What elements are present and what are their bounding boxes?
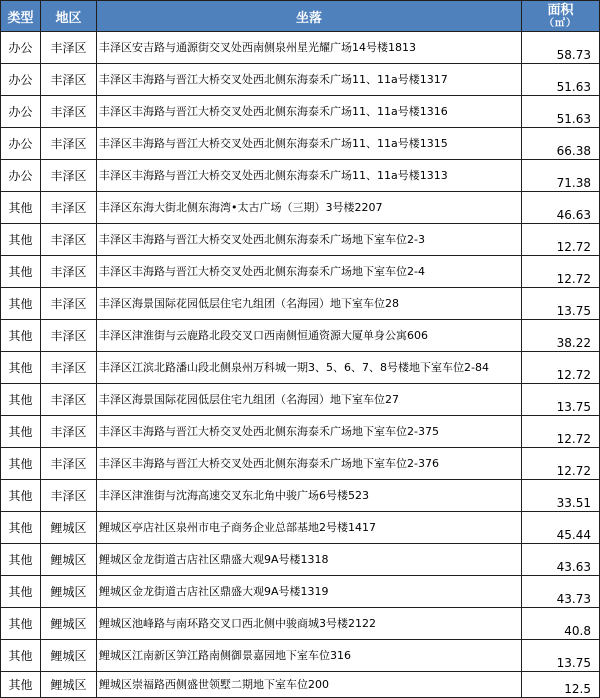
cell-district: 鲤城区: [41, 512, 97, 544]
cell-location: 鲤城区江南新区笋江路南侧御景嘉园地下室车位316: [97, 640, 522, 672]
table-row: [1, 672, 600, 698]
table-body: [1, 32, 600, 698]
cell-area: 51.63: [522, 96, 600, 128]
cell-type: 其他: [1, 544, 41, 576]
cell-district: 丰泽区: [41, 320, 97, 352]
cell-location: 丰泽区丰海路与晋江大桥交叉处西北侧东海泰禾广场地下室车位2-3: [97, 224, 522, 256]
cell-location: 丰泽区丰海路与晋江大桥交叉处西北侧东海泰禾广场地下室车位2-375: [97, 416, 522, 448]
table-row: [1, 608, 600, 640]
table-row: [1, 320, 600, 352]
cell-district: 丰泽区: [41, 352, 97, 384]
cell-type: 其他: [1, 192, 41, 224]
cell-area: 13.75: [522, 384, 600, 416]
cell-district: 丰泽区: [41, 32, 97, 64]
cell-area: 12.5: [522, 672, 600, 698]
cell-area: 13.75: [522, 640, 600, 672]
cell-location: 丰泽区海景国际花园低层住宅九组团（名海园）地下室车位27: [97, 384, 522, 416]
cell-area: 33.51: [522, 480, 600, 512]
cell-district: 丰泽区: [41, 448, 97, 480]
table-row: [1, 128, 600, 160]
cell-area: 58.73: [522, 32, 600, 64]
cell-area: 13.75: [522, 288, 600, 320]
cell-district: 丰泽区: [41, 224, 97, 256]
cell-district: 丰泽区: [41, 384, 97, 416]
cell-area: 45.44: [522, 512, 600, 544]
table-row: [1, 192, 600, 224]
cell-type: 其他: [1, 640, 41, 672]
cell-type: 其他: [1, 608, 41, 640]
cell-district: 鲤城区: [41, 576, 97, 608]
table-row: [1, 96, 600, 128]
cell-district: 鲤城区: [41, 640, 97, 672]
header-area-label: 面积: [547, 3, 574, 18]
table-row: [1, 32, 600, 64]
cell-area: 40.8: [522, 608, 600, 640]
table-row: [1, 480, 600, 512]
table-row: [1, 416, 600, 448]
cell-location: 丰泽区丰海路与晋江大桥交叉处西北侧东海泰禾广场11、11a号楼1317: [97, 64, 522, 96]
table-row: [1, 544, 600, 576]
cell-area: 46.63: [522, 192, 600, 224]
table-row: [1, 512, 600, 544]
cell-type: 其他: [1, 672, 41, 698]
cell-district: 鲤城区: [41, 608, 97, 640]
table-row: [1, 384, 600, 416]
cell-location: 丰泽区丰海路与晋江大桥交叉处西北侧东海泰禾广场11、11a号楼1316: [97, 96, 522, 128]
table-row: [1, 352, 600, 384]
header-location: 坐落: [97, 1, 522, 32]
cell-district: 丰泽区: [41, 128, 97, 160]
table-row: [1, 256, 600, 288]
cell-location: 丰泽区丰海路与晋江大桥交叉处西北侧东海泰禾广场11、11a号楼1313: [97, 160, 522, 192]
cell-type: 办公: [1, 160, 41, 192]
cell-area: 12.72: [522, 448, 600, 480]
cell-type: 办公: [1, 32, 41, 64]
cell-district: 丰泽区: [41, 480, 97, 512]
cell-area: 43.73: [522, 576, 600, 608]
table-row: [1, 288, 600, 320]
cell-location: 丰泽区丰海路与晋江大桥交叉处西北侧东海泰禾广场11、11a号楼1315: [97, 128, 522, 160]
cell-type: 其他: [1, 576, 41, 608]
table-row: [1, 224, 600, 256]
cell-location: 鲤城区金龙街道古店社区鼎盛大观9A号楼1319: [97, 576, 522, 608]
cell-district: 丰泽区: [41, 160, 97, 192]
cell-type: 其他: [1, 384, 41, 416]
cell-location: 丰泽区东海大街北侧东海湾•太古广场（三期）3号楼2207: [97, 192, 522, 224]
cell-type: 办公: [1, 128, 41, 160]
cell-location: 鲤城区亭店社区泉州市电子商务企业总部基地2号楼1417: [97, 512, 522, 544]
cell-district: 鲤城区: [41, 672, 97, 698]
header-district: 地区: [41, 1, 97, 32]
cell-location: 丰泽区丰海路与晋江大桥交叉处西北侧东海泰禾广场地下室车位2-4: [97, 256, 522, 288]
cell-district: 丰泽区: [41, 192, 97, 224]
cell-location: 丰泽区津淮街与沈海高速交叉东北角中骏广场6号楼523: [97, 480, 522, 512]
cell-type: 其他: [1, 448, 41, 480]
cell-district: 鲤城区: [41, 544, 97, 576]
cell-area: 71.38: [522, 160, 600, 192]
cell-area: 12.72: [522, 224, 600, 256]
cell-area: 38.22: [522, 320, 600, 352]
cell-area: 12.72: [522, 416, 600, 448]
cell-location: 丰泽区津淮街与云鹿路北段交叉口西南侧恒通资源大厦单身公寓606: [97, 320, 522, 352]
cell-district: 丰泽区: [41, 64, 97, 96]
cell-location: 鲤城区金龙街道古店社区鼎盛大观9A号楼1318: [97, 544, 522, 576]
header-type: 类型: [1, 1, 41, 32]
cell-type: 其他: [1, 352, 41, 384]
cell-type: 其他: [1, 512, 41, 544]
cell-district: 丰泽区: [41, 256, 97, 288]
cell-district: 丰泽区: [41, 288, 97, 320]
cell-area: 12.72: [522, 352, 600, 384]
cell-type: 其他: [1, 480, 41, 512]
table-row: [1, 448, 600, 480]
header-area: [522, 1, 600, 32]
cell-district: 丰泽区: [41, 416, 97, 448]
cell-district: 丰泽区: [41, 96, 97, 128]
cell-location: 丰泽区海景国际花园低层住宅九组团（名海园）地下室车位28: [97, 288, 522, 320]
cell-location: 鲤城区池峰路与南环路交叉口西北侧中骏商城3号楼2122: [97, 608, 522, 640]
cell-area: 51.63: [522, 64, 600, 96]
header-row: [1, 1, 600, 32]
table-row: [1, 576, 600, 608]
table-row: [1, 160, 600, 192]
table-row: [1, 64, 600, 96]
cell-type: 其他: [1, 224, 41, 256]
table-row: [1, 640, 600, 672]
cell-location: 丰泽区安吉路与通源街交叉处西南侧泉州星光耀广场14号楼1813: [97, 32, 522, 64]
cell-area: 12.72: [522, 256, 600, 288]
cell-type: 办公: [1, 96, 41, 128]
cell-type: 其他: [1, 288, 41, 320]
cell-type: 其他: [1, 416, 41, 448]
cell-location: 丰泽区丰海路与晋江大桥交叉处西北侧东海泰禾广场地下室车位2-376: [97, 448, 522, 480]
cell-type: 办公: [1, 64, 41, 96]
cell-type: 其他: [1, 256, 41, 288]
cell-location: 鲤城区崇福路西侧盛世领墅二期地下室车位200: [97, 672, 522, 698]
header-area-unit: （㎡）: [544, 18, 577, 29]
cell-area: 43.63: [522, 544, 600, 576]
cell-type: 其他: [1, 320, 41, 352]
cell-area: 66.38: [522, 128, 600, 160]
cell-location: 丰泽区江滨北路潘山段北侧泉州万科城一期3、5、6、7、8号楼地下室车位2-84: [97, 352, 522, 384]
